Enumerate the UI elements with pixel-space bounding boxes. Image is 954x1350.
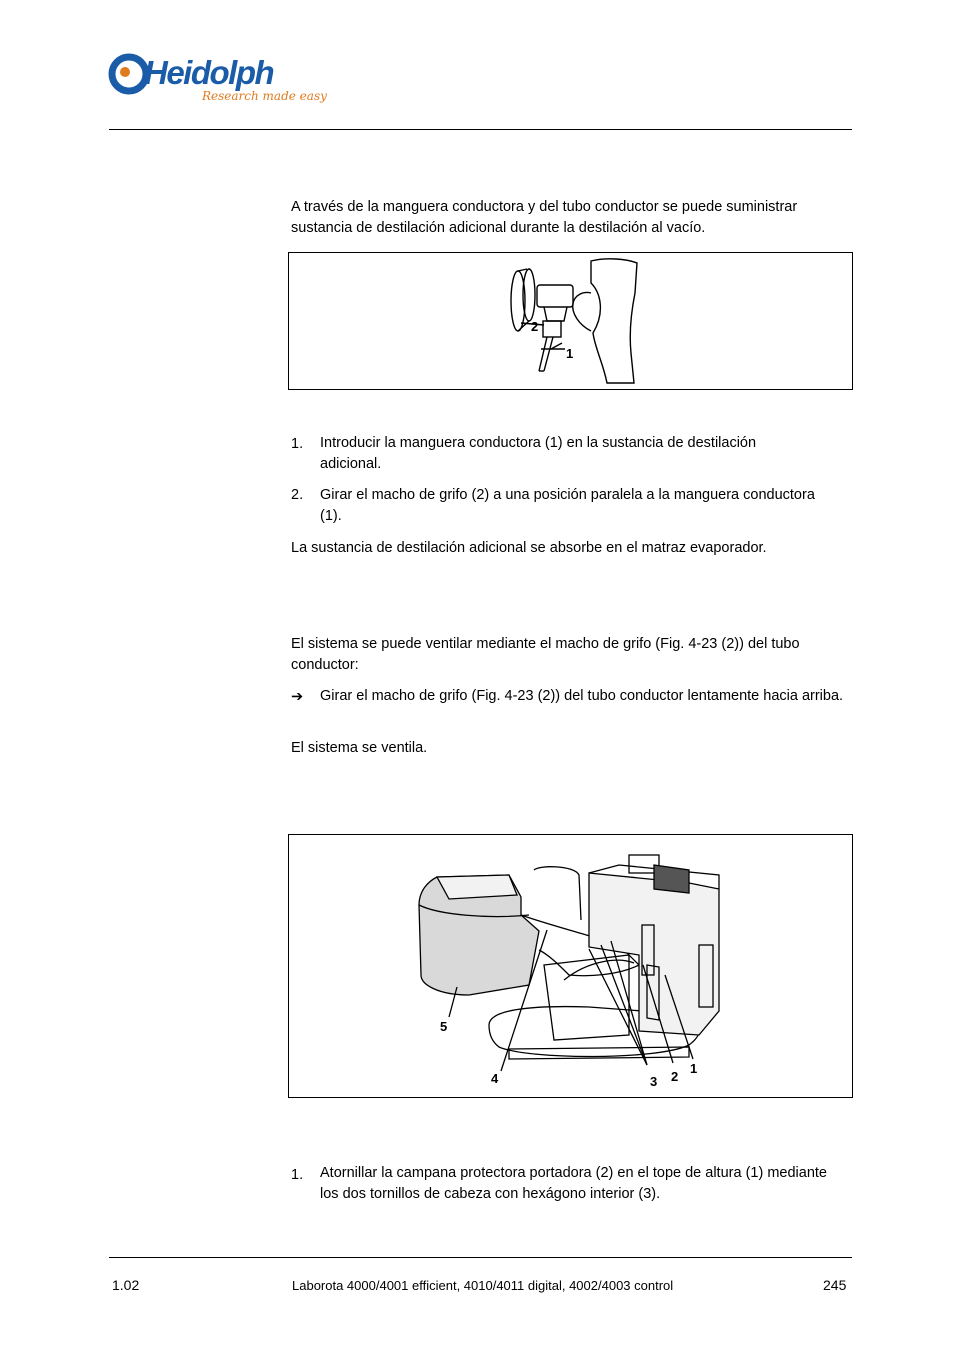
action-text: Girar el macho de grifo (Fig. 4-23 (2)) del tubo conductor lentamente hacia arriba. [320,688,844,704]
callout-2: 2 [531,319,539,334]
suction-tube-drawing [289,253,852,389]
callout-1: 1 [566,346,574,361]
callout-2: 2 [671,1069,679,1084]
step-number: 2. [291,487,304,503]
section2-result: El sistema se ventila. [291,740,428,756]
callout-4: 4 [491,1071,499,1086]
step-number: 1. [291,436,304,452]
callout-1: 1 [690,1061,698,1076]
header-rule [109,129,852,130]
step-number: 1. [291,1167,304,1183]
heidolph-logo [108,50,328,115]
section1-result: La sustancia de destilación adicional se absorbe en el matraz evaporador. [291,540,767,556]
callout-3: 3 [650,1074,658,1089]
footer-rule [109,1257,852,1258]
section2-intro: El sistema se puede ventilar mediante el macho de grifo (Fig. 4-23 (2)) del tubo conductor: [291,636,800,673]
figure-protective-hood [288,834,853,1098]
step-text: Introducir la manguera conductora (1) en la sustancia de destilación adicional. [320,435,757,472]
page-number: 245 [823,1277,847,1293]
rotary-evaporator-drawing [289,835,852,1097]
section1-intro: A través de la manguera conductora y del tubo conductor se puede suministrar sustancia de destilación adicional durante la destilación al vacío. [291,199,798,236]
step-text: Girar el macho de grifo (2) a una posición paralela a la manguera conductora (1). [320,487,815,524]
logo-tagline: Research made easy [202,89,327,103]
callout-5: 5 [440,1019,448,1034]
logo-brand: Heidolph [144,54,274,91]
arrow-icon: ➔ [291,689,304,705]
footer-product: Laborota 4000/4001 efficient, 4010/4011 digital, 4002/4003 control [292,1278,674,1293]
step-text: Atornillar la campana protectora portadora (2) en el tope de altura (1) mediante los dos tornillos de cabeza con hexágono interior (3). [320,1165,827,1202]
figure-suction-tube [288,252,853,390]
footer-version: 1.02 [112,1277,140,1293]
